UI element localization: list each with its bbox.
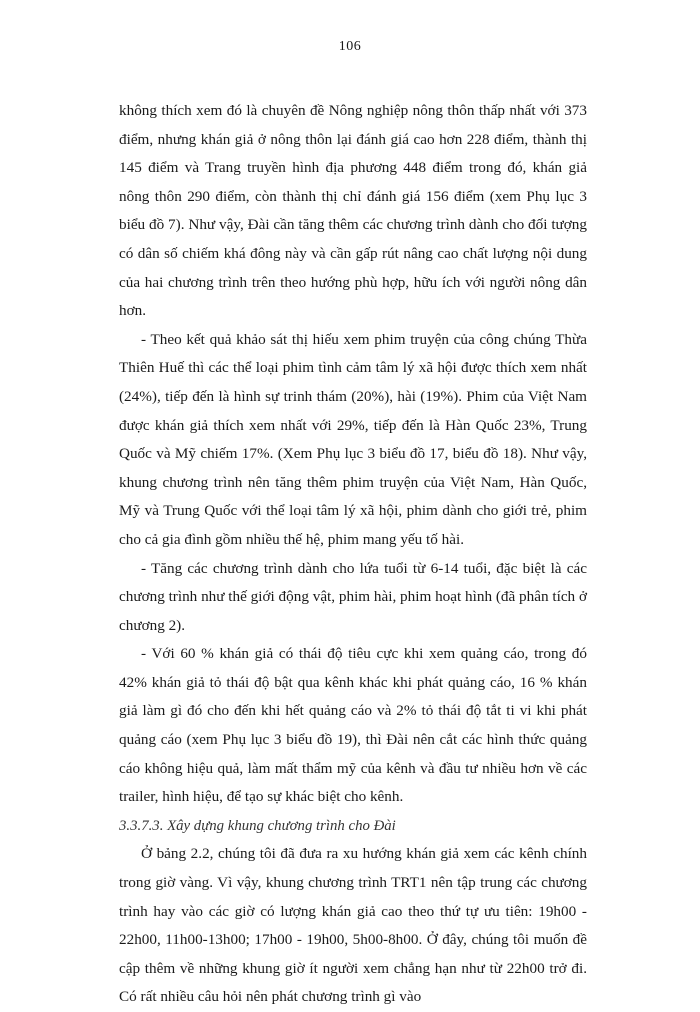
paragraph-children-programs: - Tăng các chương trình dành cho lứa tuổi từ 6-14 tuổi, đặc biệt là các chương trình như thế giới động vật, phim hài, phim hoạt hình (đã phân tích ở chương 2).: [119, 559, 587, 634]
paragraph-advertising: - Với 60 % khán giả có thái độ tiêu cực khi xem quảng cáo, trong đó 42% khán giả tỏ thái độ bật qua kênh khác khi phát quảng cáo, 16 % khán giả làm gì đó cho đến khi hết quảng cáo và 2% tỏ thái độ tắt ti vi khi phát quảng cáo (xem Phụ lục 3 biểu đồ 19), thì Đài nên cắt các hình thức quảng cáo không hiệu quả, làm mất thẩm mỹ của kênh và đầu tư nhiều hơn về các trailer, hình hiệu, để tạo sự khác biệt cho kênh.: [119, 645, 587, 806]
paragraph-continuation: không thích xem đó là chuyên đề Nông nghiệp nông thôn thấp nhất với 373 điểm, nhưng khán giả ở nông thôn lại đánh giá cao hơn 228 điểm, thành thị 145 điểm và Trang truyền hình địa phương 448 điểm trong đó, khán giả nông thôn 290 điểm, còn thành thị chỉ đánh giá 156 điểm (xem Phụ lục 3 biểu đồ 7). Như vậy, Đài cần tăng thêm các chương trình dành cho đối tượng có dân số chiếm khá đông này và cần gấp rút nâng cao chất lượng nội dung của hai chương trình trên theo hướng phù hợp, hữu ích với người nông dân hơn.: [119, 102, 587, 320]
page-number: 106: [338, 39, 362, 54]
section-heading: 3.3.7.3. Xây dựng khung chương trình cho Đài: [119, 817, 396, 834]
paragraph-film-survey: - Theo kết quả khảo sát thị hiếu xem phim truyện của công chúng Thừa Thiên Huế thì các thể loại phim tình cảm tâm lý xã hội được thích xem nhất (24%), tiếp đến là hình sự trinh thám (20%), hài (19%). Phim của Việt Nam được khán giả thích xem nhất với 29%, tiếp đến là Hàn Quốc 23%, Trung Quốc và Mỹ chiếm 17%. (Xem Phụ lục 3 biểu đồ 17, biểu đồ 18). Như vậy, khung chương trình nên tăng thêm phim truyện của Việt Nam, Hàn Quốc, Mỹ và Trung Quốc với thể loại tâm lý xã hội, phim dành cho giới trẻ, phim cho cả gia đình gồm nhiều thế hệ, phim mang yếu tố hài.: [119, 330, 587, 548]
paragraph-schedule: Ở bảng 2.2, chúng tôi đã đưa ra xu hướng khán giả xem các kênh chính trong giờ vàng. Vì vậy, khung chương trình TRT1 nên tập trung các chương trình hay vào các giờ có lượng khán giả cao theo thứ tự ưu tiên: 19h00 - 22h00, 11h00-13h00; 17h00 - 19h00, 5h00-8h00. Ở đây, chúng tôi muốn đề cập thêm về những khung giờ ít người xem chẳng hạn như từ 22h00 trở đi. Có rất nhiều câu hỏi nên phát chương trình gì vào: [119, 845, 587, 1006]
document-body: [119, 97, 587, 1012]
